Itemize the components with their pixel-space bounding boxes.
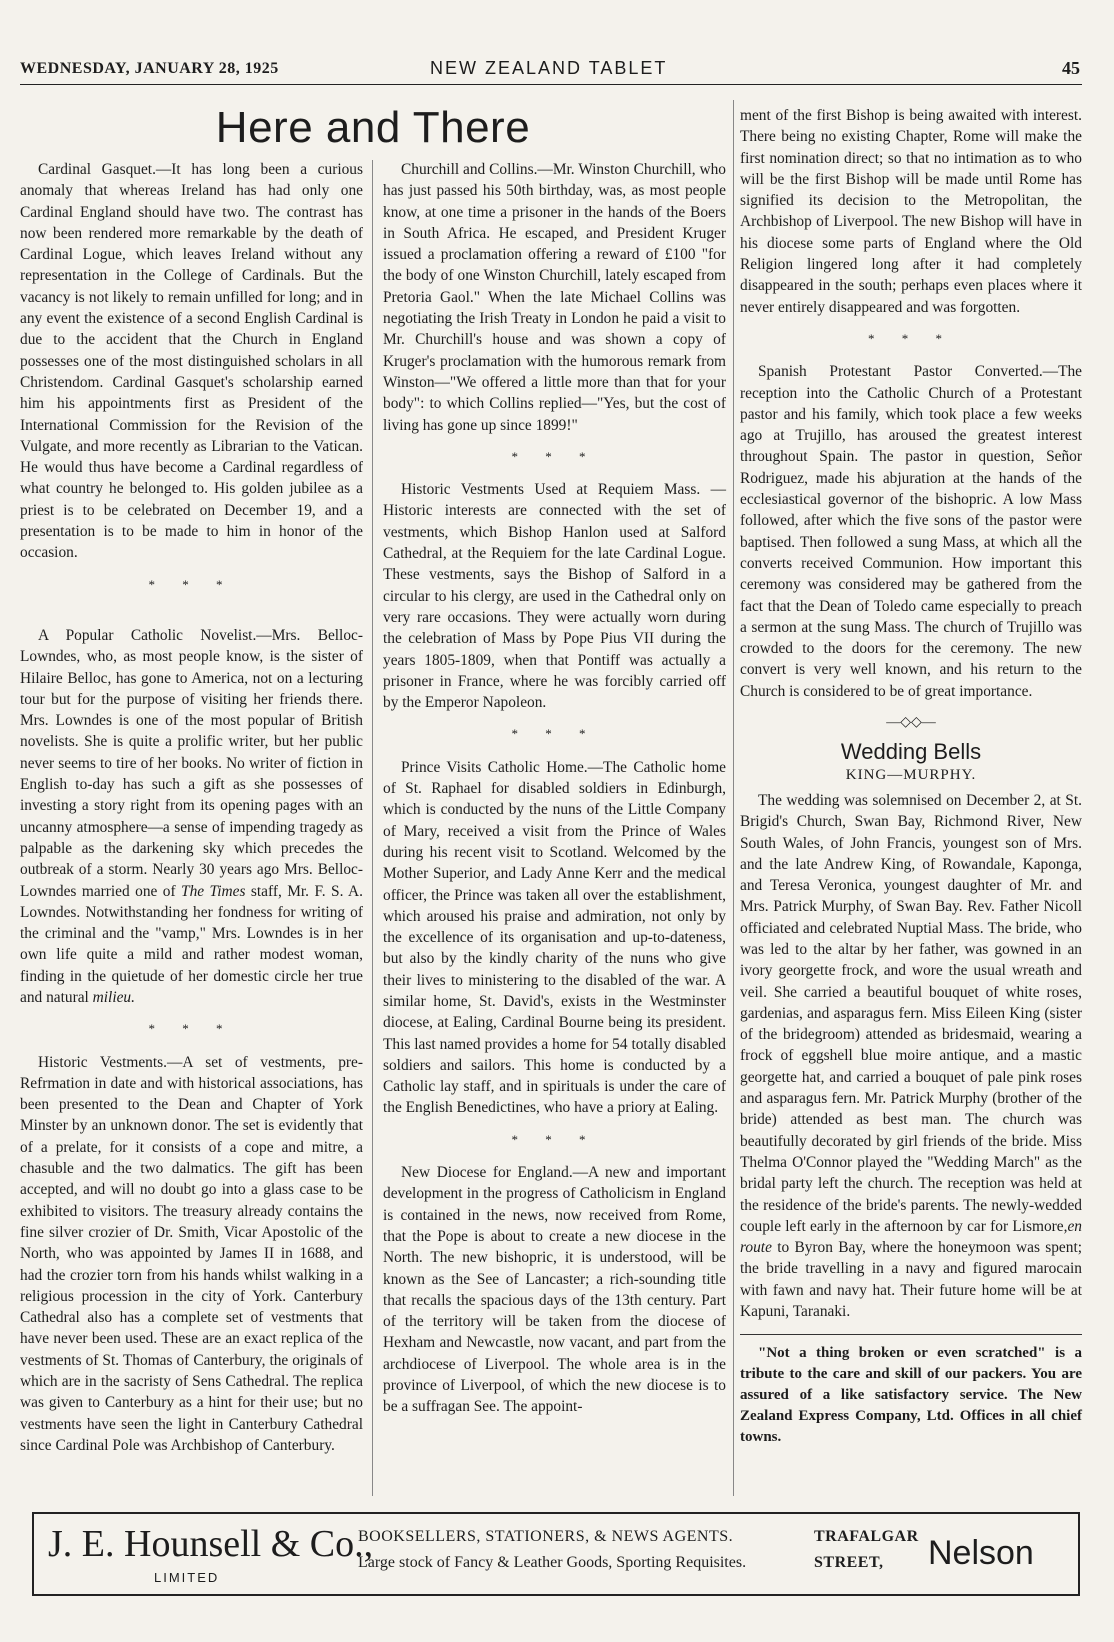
ad-street-line-1: TRAFALGAR — [814, 1528, 919, 1545]
column-divider-1 — [372, 160, 373, 1496]
article-text: to Byron Bay, where the honeymoon was spent; the bride travelling in a navy and figured marocain with fawn and navy hat. Their future home will be at Kapuni, Taranaki. — [740, 1239, 1082, 1321]
section-stars: * * * — [868, 330, 954, 346]
column-divider-2 — [733, 100, 734, 1496]
header-rule — [20, 84, 1082, 85]
notice-rule — [740, 1334, 1082, 1335]
section-stars: * * * — [148, 1021, 235, 1037]
wedding-subheading: KING—MURPHY. — [845, 766, 977, 783]
wedding-heading: Wedding Bells — [840, 739, 982, 765]
article-text: The wedding was solemnised on December 2, at St. Brigid's Church, Swan Bay, Richmond River, New South Wales, of John Francis, youngest son of Mrs. and the late Andrew King, of Rowandale, Kaponga, and Teresa Veronica, youngest daughter of Mr. and Mrs. Patrick Murphy, of Swan Bay. Rev. Father Nicoll officiated and celebrated Nuptial Mass. The bride, who was led to the altar by her father, was gowned in an ivory georgette frock, and wore the usual wreath and veil. She carried a beautiful bouquet of white roses, gardenias, and asparagus fern. Miss Eileen King (sister of the bridegroom) attended as bridesmaid, wearing a frock of eggshell blue moire antique, and a mastic georgette hat, and carried a bouquet of pale pink roses and asparagus fern. Mr. Patrick Murphy (brother of the bride) attended as best man. The church was beautifully decorated by girl friends of the bride. Miss Thelma O'Connor played the "Wedding March" as the bridal party left the church. The reception was held at the residence of the bride's parents. The newly-wedded couple left early in the afternoon by car for Lismore, — [740, 791, 1082, 1235]
ad-stock: Large stock of Fancy & Leather Goods, Sporting Requisites. — [358, 1554, 747, 1571]
ornament-divider: —◇◇— — [886, 715, 936, 731]
ad-firm-name: J. E. Hounsell & Co., — [48, 1523, 374, 1565]
article-requiem-vestments: Historic Vestments Used at Requiem Mass. —Historic interests are connected with the set of vestments, which Bishop Hanlon used at Salford Cathedral, at the Requiem for the late Cardinal Logue. These vestments, says the Bishop of Salford in a circular to his clergy, are used in the Cathedral only on very rare occasions. They were actually worn during the celebration of Mass by Pope Pius VII during the years 1805-1809, when that Pontiff was actually a prisoner in France, where he was forcibly carried off by the Emperor Napoleon. — [383, 481, 726, 712]
ad-trades: BOOKSELLERS, STATIONERS, & NEWS AGENTS. — [358, 1528, 734, 1545]
article-historic-vestments: Historic Vestments.—A set of vestments, pre-Refrmation in date and with historical associations, has been presented to the Dean and Chapter of York Minster by an unknown donor. The set is evidently that of a prelate, for it consists of a cope and mitre, a chasuble and the two dalmatics. The gift has been accepted, and will no doubt go into a glass case to be exhibited to visitors. The treasury already contains the fine silver crozier of Dr. Smith, Vicar Apostolic of the North, who was appointed by James II in 1688, and had the crozier torn from his hands whilst walking in a religious procession in the city of York. Canterbury Cathedral also has a complete set of vestments that have never been used. These are an exact replica of the vestments of St. Thomas of Canterbury, the originals of which are in the sacristy of Sens Cathedral. The replica was given to Canterbury as a hint for their use; but no vestments have seen the light in Canterbury Cathedral since Cardinal Pole was Archbishop of Canterbury. — [20, 1053, 363, 1454]
article-cardinal-gasquet: Cardinal Gasquet.—It has long been a curious anomaly that whereas Ireland has had only one Cardinal England should have two. The contrast has now been rendered more remarkable by the death of Cardinal Logue, which leaves Ireland without any representation in the College of Cardinals. But the vacancy is not likely to remain unfilled for long; and in any event the existence of a second English Cardinal is due to the accident that the Church in England possesses one of the most distinguished scholars in all Christendom. Cardinal Gasquet's scholarship earned him his appointments first as President of the International Commission for the Revision of the Vulgate, and more recently as Librarian to the Vatican. He would thus have become a Cardinal regardless of what country he belonged to. His golden jubilee as a priest is to be celebrated on December 19, and a presentation is to be made to him in honor of the occasion. — [20, 161, 363, 562]
italic-word: milieu. — [92, 988, 135, 1006]
hounsell-advertisement — [32, 1512, 1080, 1596]
column-1 — [20, 159, 363, 1456]
section-stars: * * * — [511, 1131, 598, 1147]
express-company-notice — [740, 1343, 1082, 1448]
spacer — [20, 607, 363, 625]
section-stars: * * * — [148, 576, 235, 592]
article-text: A Popular Catholic Novelist.—Mrs. Belloc-Lowndes, who, as most people know, is the sister of Hilaire Belloc, has gone to America, not on a lecturing tour but for the purpose of visiting her friends there. Mrs. Lowndes is one of the most popular of British novelists. She is quite a prolific writer, but her public never seems to tire of her books. No writer of fiction in English to-day has such a gift as she possesses of investing a story right from its opening pages with an uncanny atmosphere—a sense of impending tragedy as palpable as the darkening sky which precedes the outbreak of a storm. Nearly 30 years ago Mrs. Belloc-Lowndes married one of — [20, 626, 363, 900]
ad-limited: LIMITED — [154, 1570, 220, 1585]
page-number: 45 — [1062, 58, 1080, 78]
column-3 — [740, 105, 1082, 1448]
section-title: Here and There — [215, 103, 531, 152]
column-2 — [383, 159, 726, 1418]
italic-phrase: en route — [740, 1217, 1082, 1257]
article-spanish-pastor: Spanish Protestant Pastor Converted.—The reception into the Catholic Church of a Protestant pastor and his family, which took place a few weeks ago at Trujillo, has aroused the greatest interest throughout Spain. The pastor in question, Señor Rodriguez, made his abjuration at the hands of the ecclesiastical governor of the bishopric. A low Mass followed, after which the five sons of the pastor were baptised. Then followed a sung Mass, at which all the converts received Communion. How important this ceremony was considered may be gathered from the fact that the Dean of Toledo came especially to preach a sermon at the sung Mass. The church of Trujillo was crowded to the doors for the ceremony. The new convert is very well known, and his return to the Church is considered to be of great importance. — [740, 363, 1082, 700]
article-prince-visit: Prince Visits Catholic Home.—The Catholic home of St. Raphael for disabled soldiers in Edinburgh, which is conducted by the nuns of the Little Company of Mary, received a visit from the Prince of Wales during his recent visit to Scotland. Welcomed by the Mother Superior, and Lady Anne Kerr and the medical officer, the Prince was taken all over the establishment, which aroused his praise and admiration, not only by the excellence of its organisation and up-to-dateness, but also by the kindly charity of the nuns who give their lives to ministering to the disabled of the war. A similar home, St. David's, exists in the Westminster diocese, at Ealing, Cardinal Bourne being its president. This last named provides a home for 54 totally disabled soldiers and sailors. This home is conducted by a Catholic lay staff, and in spirituals is under the care of the English Benedictines, who have a priory at Ealing. — [383, 758, 726, 1117]
issue-date: WEDNESDAY, JANUARY 28, 1925 — [20, 60, 279, 77]
article-text: staff, Mr. F. S. A. Lowndes. Notwithstanding her fondness for writing of the criminal and the "vamp," Mrs. Lowndes is in her own life quite a mild and rather modest woman, finding in the quietude of her domestic circle her true and natural — [20, 882, 363, 1006]
page-header — [20, 56, 1080, 80]
article-new-diocese: New Diocese for England.—A new and important development in the progress of Catholicism in England is contained in the news, now received from Rome, that the Pope is about to create a new diocese in the North. The new bishopric, it is understood, will be known as the See of Lancaster; a rich-sounding title that recalls the spacious days of the 13th century. Part of the territory will be taken from the diocese of Hexham and Newcastle, now vacant, and part from the archdiocese of Liverpool. The whole area is in the province of Liverpool, of which the new diocese is to be a suffragan See. The appoint- — [383, 1164, 726, 1416]
article-new-diocese-continued: ment of the first Bishop is being awaited with interest. There being no existing Chapter, Rome will make the first nomination direct; so that no intimation as to who will be the first Bishop will be made until Rome has signified its decision to the Metropolitan, the Archbishop of Liverpool. The new Bishop will have in his diocese some parts of England where the Old Religion lingered long after it had completely disappeared in the south; perhaps even places where it never entirely disappeared and was forgotten. — [740, 107, 1082, 316]
article-churchill-collins: Churchill and Collins.—Mr. Winston Churchill, who has just passed his 50th birthday, was, as most people know, at one time a prisoner in the hands of the Boers in South Africa. He escaped, and President Kruger issued a proclamation offering a reward of £100 "for the body of one Winston Churchill, lately escaped from Pretoria Gaol." When the late Michael Collins was negotiating the Irish Treaty in London he paid a visit to Mr. Churchill's house and was shown a copy of Kruger's proclamation with the humorous remark from Winston—"We offered a little more than that for your body": to which Collins replied—"Yes, but the cost of living has gone up since 1899!" — [383, 161, 726, 434]
newspaper-title: NEW ZEALAND TABLET — [430, 58, 668, 78]
article-wedding — [740, 790, 1082, 1322]
newspaper-name: The Times — [181, 882, 246, 900]
section-stars: * * * — [511, 726, 598, 742]
article-popular-novelist — [20, 625, 363, 1008]
section-stars: * * * — [511, 448, 598, 464]
ad-street-line-2: STREET, — [814, 1554, 884, 1571]
ad-town: Nelson — [928, 1534, 1034, 1572]
notice-text: "Not a thing broken or even scratched" is a tribute to the care and skill of our packers. You are assured of a like satisfactory service. The New Zealand Express Company, Ltd. Offices in all chief towns. — [740, 1345, 1082, 1446]
